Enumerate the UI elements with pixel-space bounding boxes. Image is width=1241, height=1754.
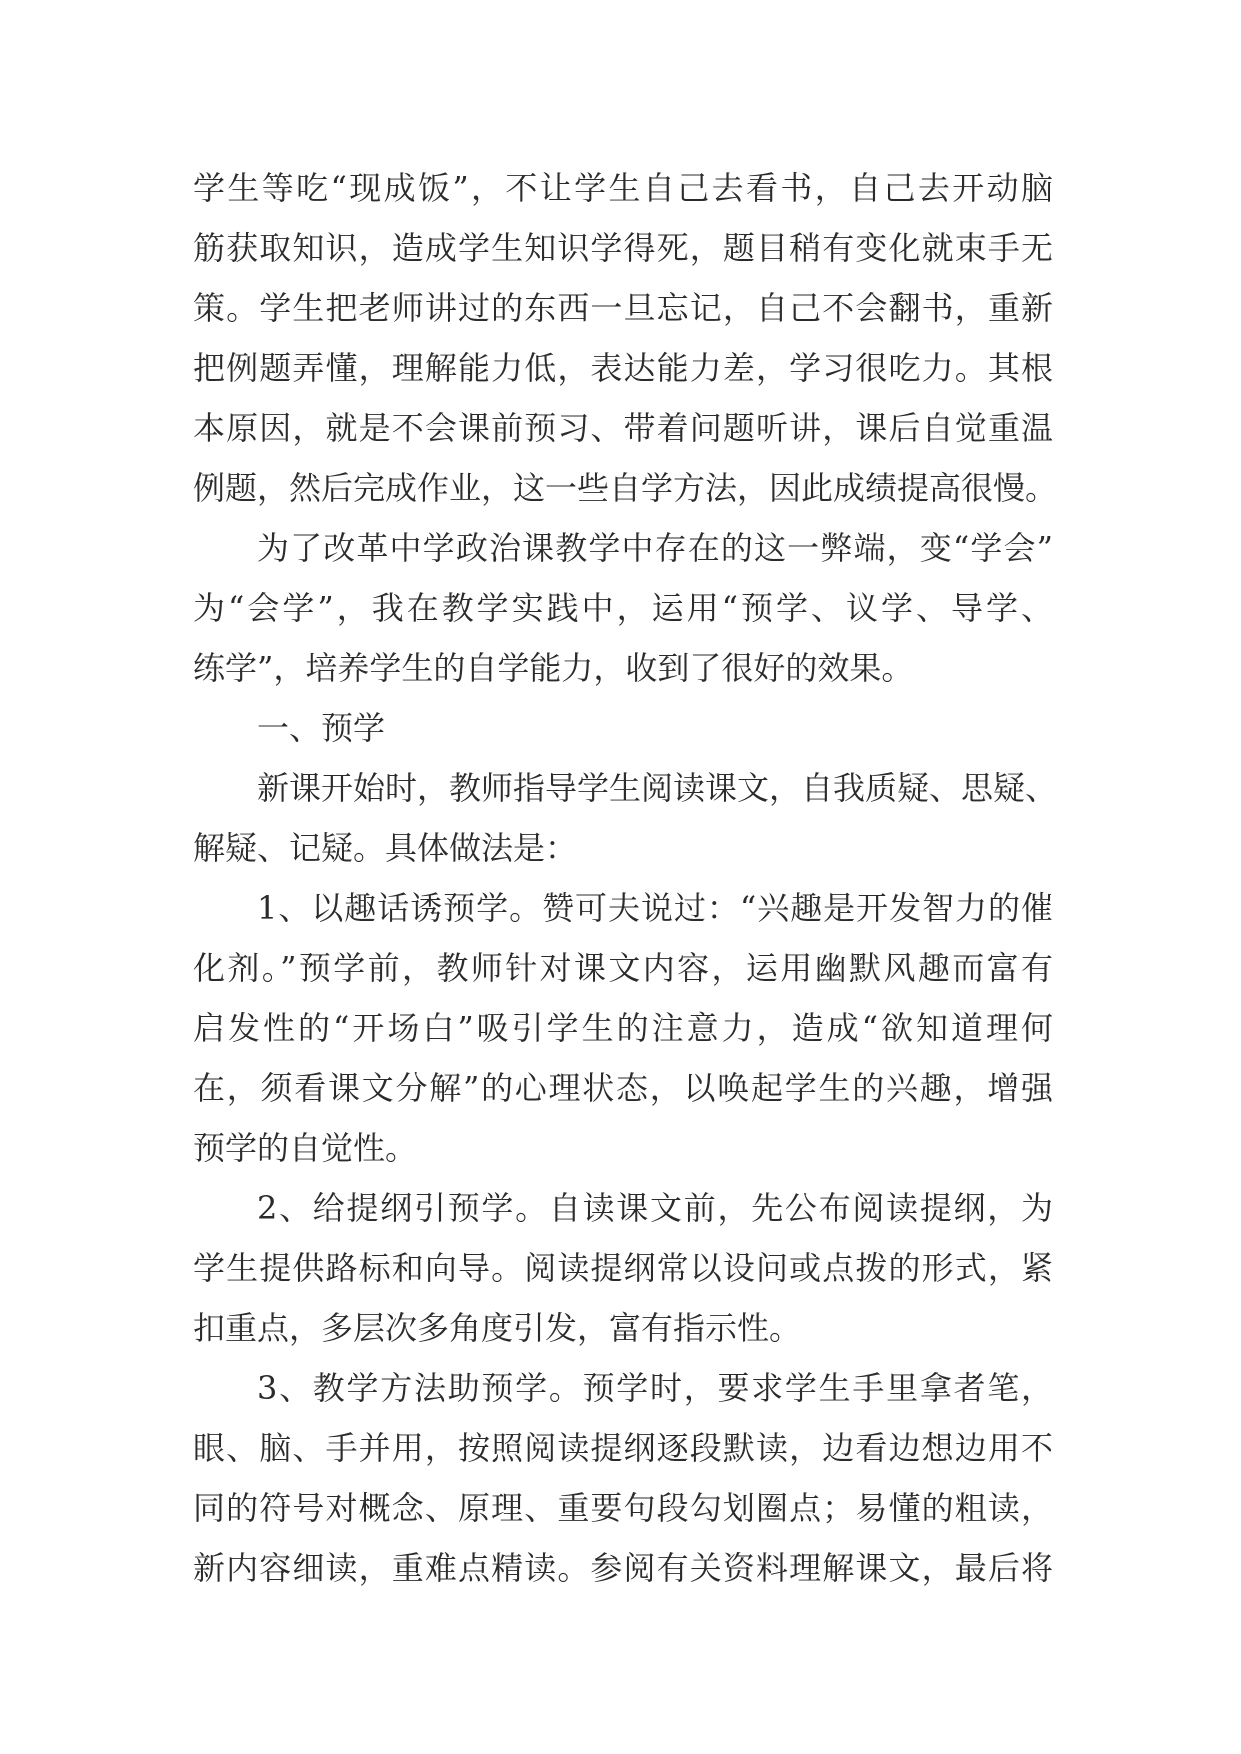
paragraph-line: 预学的自觉性。 [193,1129,418,1167]
paragraph-line: 扣重点，多层次多角度引发，富有指示性。 [193,1309,802,1347]
body-text [193,158,1058,1598]
paragraph-line: 为了改革中学政治课教学中存在的这一弊端，变“学会” [257,529,1053,567]
paragraph-line: 把例题弄懂，理解能力低，表达能力差，学习很吃力。其根 [193,349,1053,387]
paragraph-line: 启发性的“开场白”吸引学生的注意力，造成“欲知道理何 [193,1009,1053,1047]
paragraph-line: 为“会学”，我在教学实践中，运用“预学、议学、导学、 [193,589,1053,627]
paragraph-line: 化剂。”预学前，教师针对课文内容，运用幽默风趣而富有 [193,949,1053,987]
paragraph-line: 学生等吃“现成饭”，不让学生自己去看书，自己去开动脑 [193,169,1053,207]
paragraph-line: 例题，然后完成作业，这一些自学方法，因此成绩提高很慢。 [193,469,1058,507]
paragraph-line: 筋获取知识，造成学生知识学得死，题目稍有变化就束手无 [193,229,1053,267]
paragraph-line: 练学”，培养学生的自学能力，收到了很好的效果。 [193,649,914,687]
paragraph-line: 新课开始时，教师指导学生阅读课文，自我质疑、思疑、 [257,769,1058,807]
paragraph-line: 本原因，就是不会课前预习、带着问题听讲，课后自觉重温 [193,409,1053,447]
paragraph-line: 在，须看课文分解”的心理状态，以唤起学生的兴趣，增强 [193,1069,1053,1107]
paragraph-line: 2、给提纲引预学。自读课文前，先公布阅读提纲，为 [257,1189,1053,1227]
paragraph-line: 解疑、记疑。具体做法是： [193,829,578,867]
section-heading: 一、预学 [257,709,386,747]
paragraph-line: 学生提供路标和向导。阅读提纲常以设问或点拨的形式，紧 [193,1249,1053,1287]
paragraph-line: 眼、脑、手并用，按照阅读提纲逐段默读，边看边想边用不 [193,1429,1053,1467]
paragraph-line: 1、以趣话诱预学。赞可夫说过：“兴趣是开发智力的催 [257,889,1053,927]
paragraph-line: 3、教学方法助预学。预学时，要求学生手里拿者笔， [257,1369,1053,1407]
paragraph-line: 同的符号对概念、原理、重要句段勾划圈点；易懂的粗读， [193,1489,1053,1527]
paragraph-line: 策。学生把老师讲过的东西一旦忘记，自己不会翻书，重新 [193,289,1053,327]
paragraph-line: 新内容细读，重难点精读。参阅有关资料理解课文，最后将 [193,1549,1053,1587]
